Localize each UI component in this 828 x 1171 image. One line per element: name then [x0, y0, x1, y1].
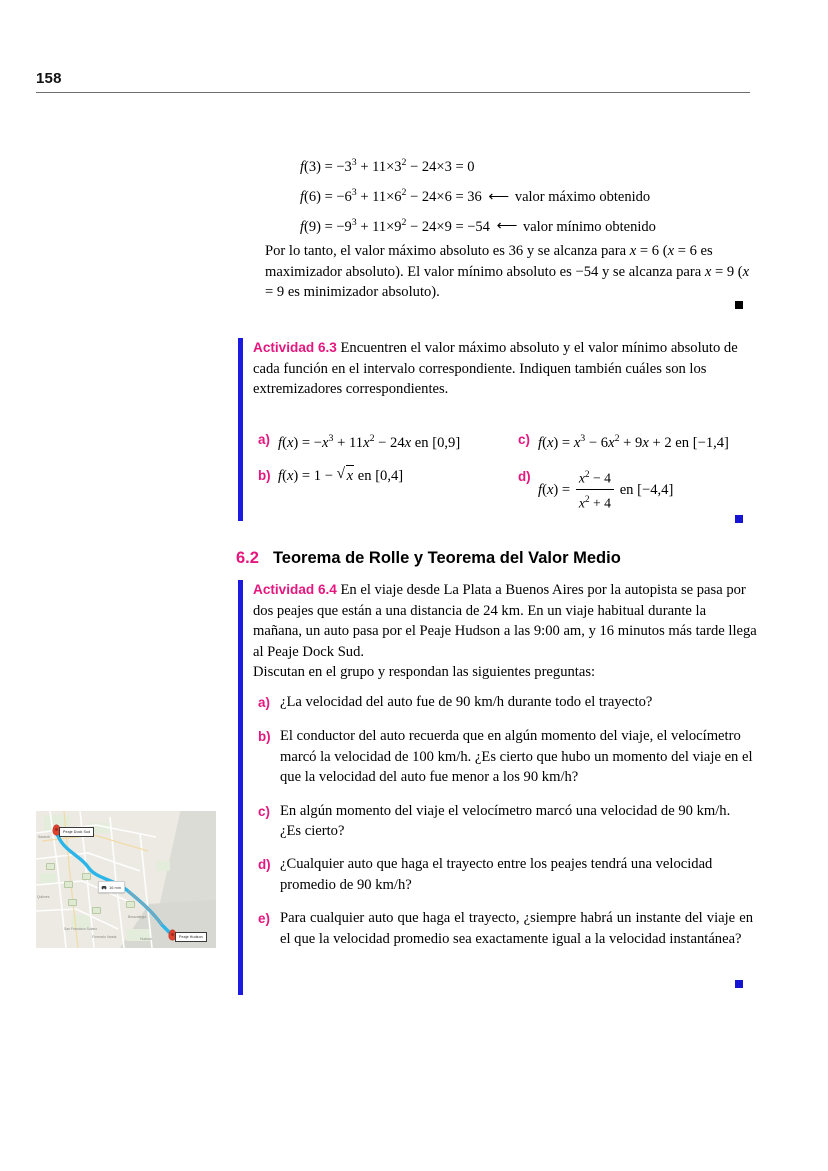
route-map-figure: [36, 811, 216, 948]
section-number: 6.2: [236, 549, 259, 567]
activity-6-4-text: [253, 580, 758, 683]
activity-6-4-label: Actividad 6.4: [253, 582, 337, 597]
item-expression-b: f(x) = 1 − √ x en [0,4]: [278, 465, 508, 487]
question-item-a[interactable]: [258, 692, 753, 713]
question-item-b[interactable]: [258, 726, 753, 787]
equation-note-min: valor mínimo obtenido: [522, 218, 656, 235]
map-place-label: Berazategui: [128, 915, 147, 919]
exercise-item-c[interactable]: [518, 429, 758, 453]
equation-line-3: $f(9) = -9^3 + 11\times 9^2 - 24\times 9 = -54$ ⟵ valor mínimo obtenido: [300, 216, 656, 235]
question-text-c: En algún momento del viaje el velocímetro marcó una velocidad de 90 km/h. ¿Es cierto?: [280, 802, 731, 840]
activity-6-3-text: [253, 338, 758, 400]
car-icon: [101, 885, 107, 890]
exercise-item-d[interactable]: [518, 466, 758, 515]
map-highway-shield-icon: [82, 873, 91, 880]
question-tag-e: e): [258, 911, 270, 927]
question-text-b: El conductor del auto recuerda que en algún momento del viaje, el velocímetro marcó la velocidad de 100 km/h. ¿Es cierto que hubo un momento del viaje en el que la velocidad del auto fue menor a los 90 km/h?: [280, 728, 753, 786]
item-expression-c: $f(x) = x^3 - 6x^2 + 9x + 2$ en [−1,4]: [538, 433, 729, 451]
map-place-label: Florencio Varela: [92, 935, 117, 939]
fraction-d: $\frac{x^2 - 4}{x^2 + 4}$: [576, 465, 614, 514]
activity-6-4-paragraph-2: Discutan en el grupo y respondan las siguientes preguntas:: [253, 664, 596, 680]
question-item-d[interactable]: [258, 854, 753, 895]
question-tag-c: c): [258, 803, 270, 819]
end-of-example-marker: [735, 301, 743, 309]
question-tag-d: d): [258, 857, 271, 873]
map-label-dock-sud: Peaje Dock Sud: [59, 827, 94, 837]
map-label-hudson: Peaje Hudson: [175, 932, 207, 942]
worked-example-conclusion: Por lo tanto, el valor máximo absoluto es 36 y se alcanza para x = 6 (x = 6 es maximizador absoluto). El valor mínimo absoluto es −54 y se alcanza para x = 9 (x = 9 es minimizador absoluto).: [265, 243, 750, 300]
activity-6-4-paragraph-1: En el viaje desde La Plata a Buenos Aires por la autopista se pasa por dos peajes que están a una distancia de 24 km. En un viaje habitual durante la mañana, un auto pasa por el Peaje Hudson a las 9:00 am, y 16 minutos más tarde llega al Peaje Dock Sud.: [253, 582, 757, 660]
exercise-item-a[interactable]: [258, 429, 508, 453]
page-header: [36, 70, 750, 93]
question-text-a: ¿La velocidad del auto fue de 90 km/h durante todo el trayecto?: [280, 694, 653, 710]
item-tag-c: c): [518, 432, 530, 447]
map-highway-shield-icon: [92, 907, 101, 914]
map-place-label: Hudson: [140, 937, 152, 941]
question-item-c[interactable]: [258, 801, 753, 842]
question-item-e[interactable]: [258, 908, 753, 949]
question-tag-a: a): [258, 695, 270, 710]
end-of-activity-6-4-marker: [735, 980, 743, 988]
worked-example-equations: [300, 150, 656, 239]
map-highway-shield-icon: [64, 881, 73, 888]
equation-line-1: $f(3) = -3^3 + 11\times 3^2 - 24\times 3 = 0$: [300, 157, 475, 175]
activity-6-3-instructions: Encuentren el valor máximo absoluto y el valor mínimo absoluto de cada función en el intervalo correspondiente. Indiquen también cuáles son los extremizadores correspondientes.: [253, 340, 738, 397]
question-text-d: ¿Cualquier auto que haga el trayecto entre los peajes tendrá una velocidad promedio de 90 km/h?: [280, 856, 713, 893]
map-highway-shield-icon: [46, 863, 55, 870]
item-tag-d: d): [518, 469, 531, 484]
item-expression-a: $f(x) = -x^3 + 11x^2 - 24x$ en [0,9]: [278, 433, 461, 451]
map-place-label: San Francisco Solano: [64, 927, 98, 931]
map-place-label: Sarandí: [38, 835, 50, 839]
page-number: 158: [36, 70, 62, 87]
equation-line-2: $f(6) = -6^3 + 11\times 6^2 - 24\times 6 = 36$ ⟵ valor máximo obtenido: [300, 186, 651, 205]
item-expression-d: f(x) = $\frac{x^2 - 4}{x^2 + 4}$ en [−4,4]: [538, 466, 758, 515]
item-tag-b: b): [258, 468, 271, 483]
map-place-label: Quilmes: [37, 895, 50, 899]
question-text-e: Para cualquier auto que haga el trayecto, ¿siempre habrá un instante del viaje en el que la velocidad promedio sea exactamente igual a la velocidad instantánea?: [280, 910, 753, 947]
section-title-text: Teorema de Rolle y Teorema del Valor Medio: [272, 549, 621, 567]
activity-6-4-questions: [258, 692, 753, 962]
map-travel-time-callout: [98, 881, 125, 893]
exercise-item-b[interactable]: [258, 465, 508, 487]
question-tag-b: b): [258, 729, 271, 745]
header-divider: [36, 92, 750, 93]
map-highway-shield-icon: [126, 901, 135, 908]
section-heading-6-2: [236, 549, 621, 568]
activity-6-3-label: Actividad 6.3: [253, 340, 337, 355]
map-highway-shield-icon: [68, 899, 77, 906]
left-arrow-icon: ⟵: [496, 218, 517, 235]
end-of-activity-6-3-marker: [735, 515, 743, 523]
left-arrow-icon: ⟵: [488, 188, 509, 205]
equation-note-max: valor máximo obtenido: [514, 188, 651, 205]
map-travel-time-text: 16 min: [109, 884, 122, 890]
item-tag-a: a): [258, 432, 270, 447]
